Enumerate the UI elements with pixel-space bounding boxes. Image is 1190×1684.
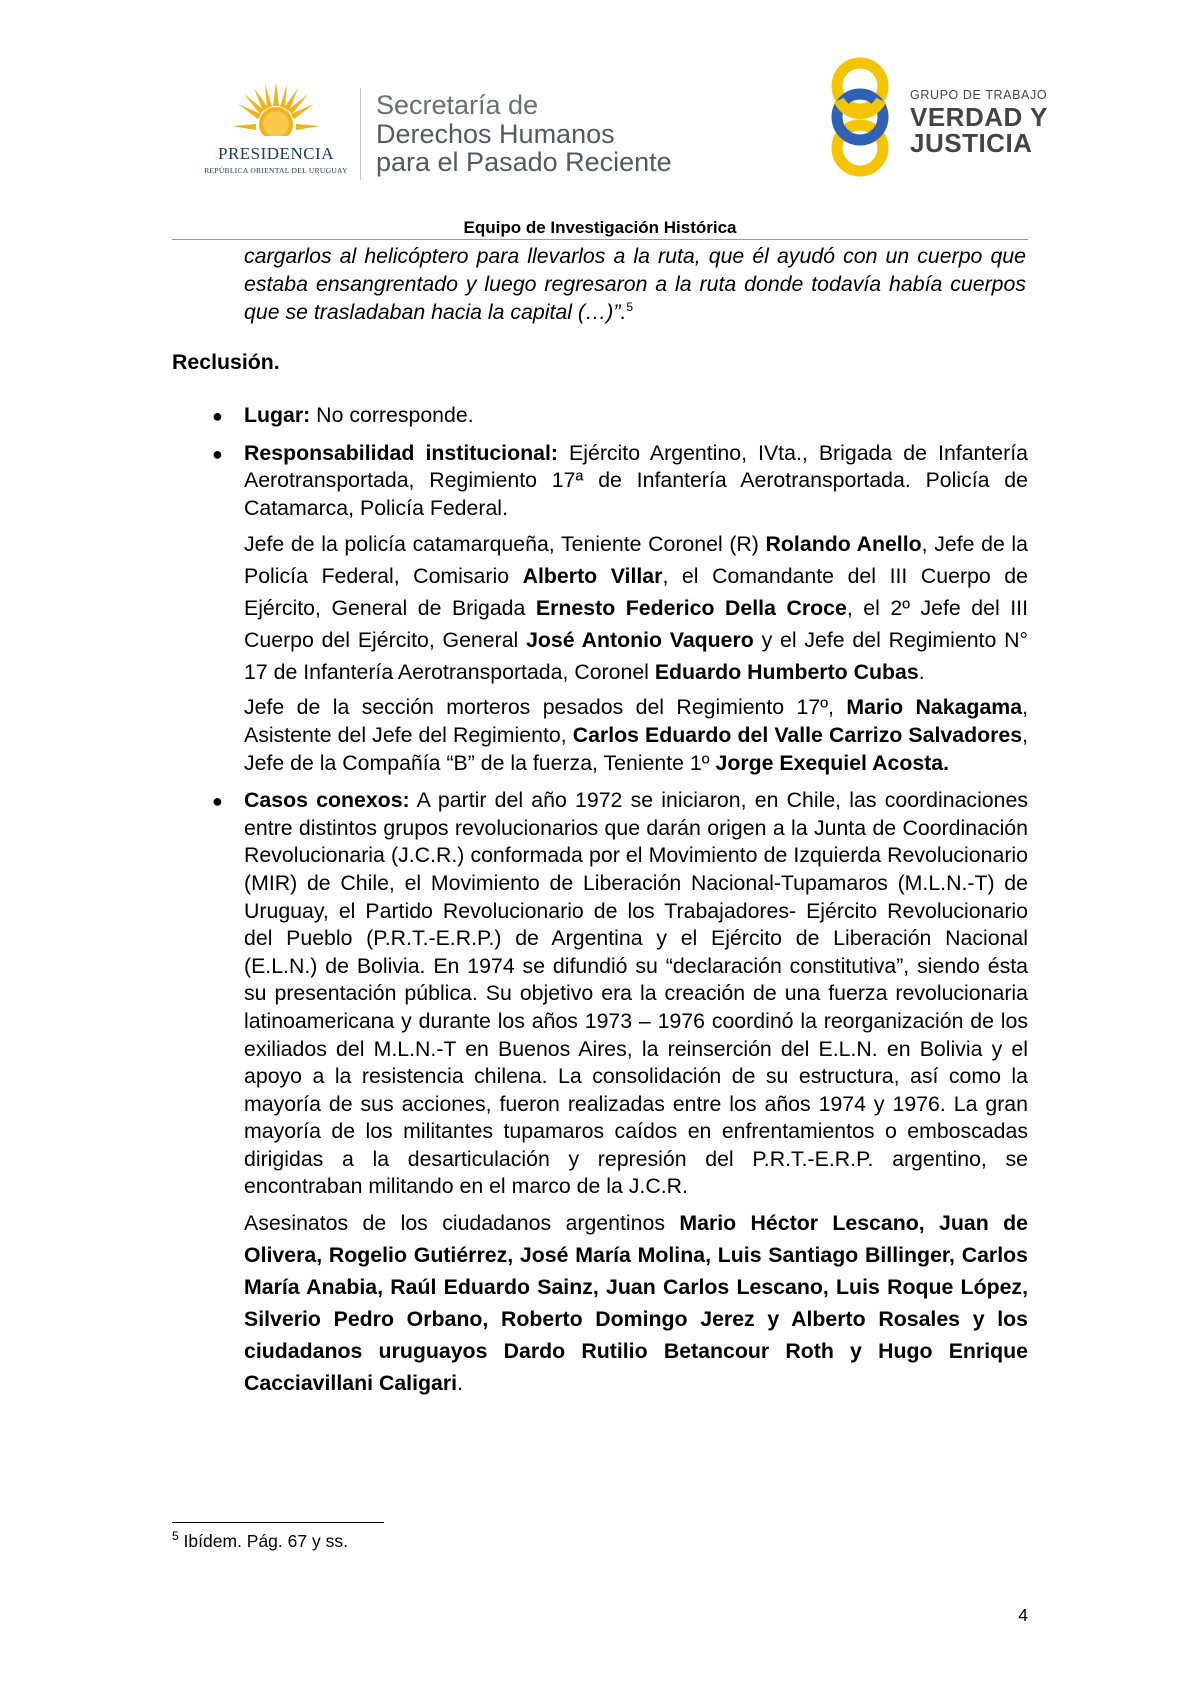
responsabilidad-label: Responsabilidad institucional:	[244, 440, 558, 465]
person-name: Rolando Anello	[765, 532, 922, 557]
secretaria-line-1: Secretaría de	[376, 90, 539, 120]
quote-text: cargarlos al helicóptero para llevarlos a la ruta, que él ayudó con un cuerpo que estaba ensangrentado y luego regresaron a la ruta donde todavía había cuerpos que se trasladaban hacia la capital (…)”.	[244, 244, 1026, 324]
responsabilidad-paragraph-3	[244, 694, 1028, 777]
footnote-rule	[172, 1522, 384, 1523]
list-item-responsabilidad	[172, 440, 1028, 778]
quote-paragraph	[244, 242, 1026, 326]
running-title: Equipo de Investigación Histórica	[463, 218, 737, 237]
secretaria-logo-text	[376, 90, 706, 176]
gtvj-line-1: GRUPO DE TRABAJO	[910, 88, 1048, 102]
interlocked-rings-icon	[820, 56, 900, 180]
casos-text: A partir del año 1972 se iniciaron, en Chile, las coordinaciones entre distintos grupos revolucionarios que darán origen a la Junta de Coordinación Revolucionaria (J.C.R.) conformada por el Movimiento de Izquierda Revolucionario (MIR) de Chile, el Movimiento de Liberación Nacional-Tupamaros (M.L.N.-T) de Uruguay, el Partido Revolucionario de los Trabajadores- Ejército Revolucionario del Pueblo (P.R.T.-E.R.P.) de Argentina y el Ejército de Liberación Nacional (E.L.N.) de Bolivia. En 1974 se difundió su “declaración constitutiva”, siendo ésta su presentación pública. Su objetivo era la creación de una fuerza revolucionaria latinoamericana y durante los años 1973 – 1976 coordinó la reorganización de los exiliados del M.L.N.-T en Buenos Aires, la reinserción del E.L.N. en Bolivia y el apoyo a la resistencia chilena. La consolidación de su estructura, así como la mayoría de sus acciones, fueron realizadas entre los años 1974 y 1976. La gran mayoría de los militantes tupamaros caídos en enfrentamientos o emboscadas dirigidas a la desarticulación y represión del P.R.T.-E.R.P. argentino, se encontraban militando en el marco de la J.C.R.	[244, 788, 1028, 1199]
text-run: .	[918, 660, 925, 685]
person-name: Carlos Eduardo del Valle Carrizo Salvadores	[572, 722, 1023, 747]
responsabilidad-text: Ejército Argentino, IVta., Brigada de Infantería Aerotransportada, Regimiento 17ª de Infantería Aerotransportada. Policía de Catamarca, Policía Federal.	[244, 440, 1029, 520]
victim-names: Mario Héctor Lescano, Juan de Olivera, Rogelio Gutiérrez, José María Molina, Luis Santiago Billinger, Carlos María Anabia, Raúl Eduardo Sainz, Juan Carlos Lescano, Luis Roque López, Silverio Pedro Orbano, Roberto Domingo Jerez y Alberto Rosales y los ciudadanos uruguayos Dardo Rutilio Betancour Roth y Hugo Enrique Cacciavillani Caligari	[244, 1211, 1028, 1396]
casos-label: Casos conexos:	[244, 788, 410, 813]
header-rule	[172, 239, 1028, 240]
gtvj-line-3: JUSTICIA	[910, 128, 1033, 158]
bullet-icon: ●	[212, 443, 223, 464]
text-run: , el Comandante del III Cuerpo de Ejército, General de Brigada	[244, 564, 1028, 621]
lugar-paragraph	[244, 402, 1028, 430]
text-run: Jefe de la sección morteros pesados del Regimiento 17º,	[244, 695, 847, 720]
presidencia-logo	[196, 80, 356, 180]
casos-paragraph	[244, 787, 1028, 1201]
list-item-lugar	[172, 402, 1028, 430]
person-name: Ernesto Federico Della Croce	[535, 596, 847, 621]
text-run: , Jefe de la Policía Federal, Comisario	[244, 532, 1029, 589]
footnote-reference[interactable]: 5	[626, 299, 634, 314]
bullet-list	[172, 402, 1028, 1399]
page-number: 4	[1018, 1605, 1028, 1625]
responsabilidad-paragraph-2	[244, 528, 1028, 688]
person-name: Alberto Villar	[522, 564, 663, 589]
text-run: Jefe de la policía catamarqueña, Teniente Coronel (R)	[244, 532, 766, 557]
person-name: Eduardo Humberto Cubas	[654, 660, 919, 685]
lugar-label: Lugar:	[244, 403, 311, 427]
presidencia-title: PRESIDENCIA	[217, 144, 334, 163]
person-name: Mario Nakagama	[846, 695, 1023, 720]
lugar-text: No corresponde.	[310, 403, 474, 427]
footnote	[172, 1530, 348, 1552]
logo-divider	[360, 88, 361, 180]
bullet-icon: ●	[212, 791, 223, 812]
secretaria-line-2: Derechos Humanos	[376, 119, 615, 149]
section-title: Reclusión.	[172, 350, 280, 374]
text-run: , Asistente del Jefe del Regimiento,	[244, 695, 1028, 747]
text-run: y el Jefe del Regimiento N° 17 de Infantería Aerotransportada, Coronel	[244, 628, 1028, 685]
grupo-verdad-justicia-logo	[820, 56, 1048, 180]
bullet-icon: ●	[212, 406, 223, 426]
text-run: , el 2º Jefe del III Cuerpo del Ejército, General	[244, 596, 1028, 653]
sun-icon	[232, 80, 320, 140]
person-name: José Antonio Vaquero	[526, 628, 754, 653]
gtvj-line-2: VERDAD Y	[910, 102, 1048, 132]
text-run: .	[457, 1371, 463, 1396]
presidencia-subtitle: REPÚBLICA ORIENTAL DEL URUGUAY	[204, 166, 348, 175]
responsabilidad-paragraph	[244, 440, 1028, 523]
list-item-casos-conexos	[172, 787, 1028, 1399]
secretaria-line-3: para el Pasado Reciente	[376, 147, 672, 177]
footnote-text: Ibídem. Pág. 67 y ss.	[178, 1531, 348, 1551]
person-name: Jorge Exequiel Acosta.	[715, 750, 950, 775]
text-run: Asesinatos de los ciudadanos argentinos	[244, 1211, 680, 1236]
page-header	[0, 0, 1190, 240]
casos-paragraph-2	[244, 1207, 1028, 1399]
text-run: , Jefe de la Compañía “B” de la fuerza, Teniente 1º	[244, 722, 1028, 775]
footnote-number: 5	[172, 1529, 179, 1544]
